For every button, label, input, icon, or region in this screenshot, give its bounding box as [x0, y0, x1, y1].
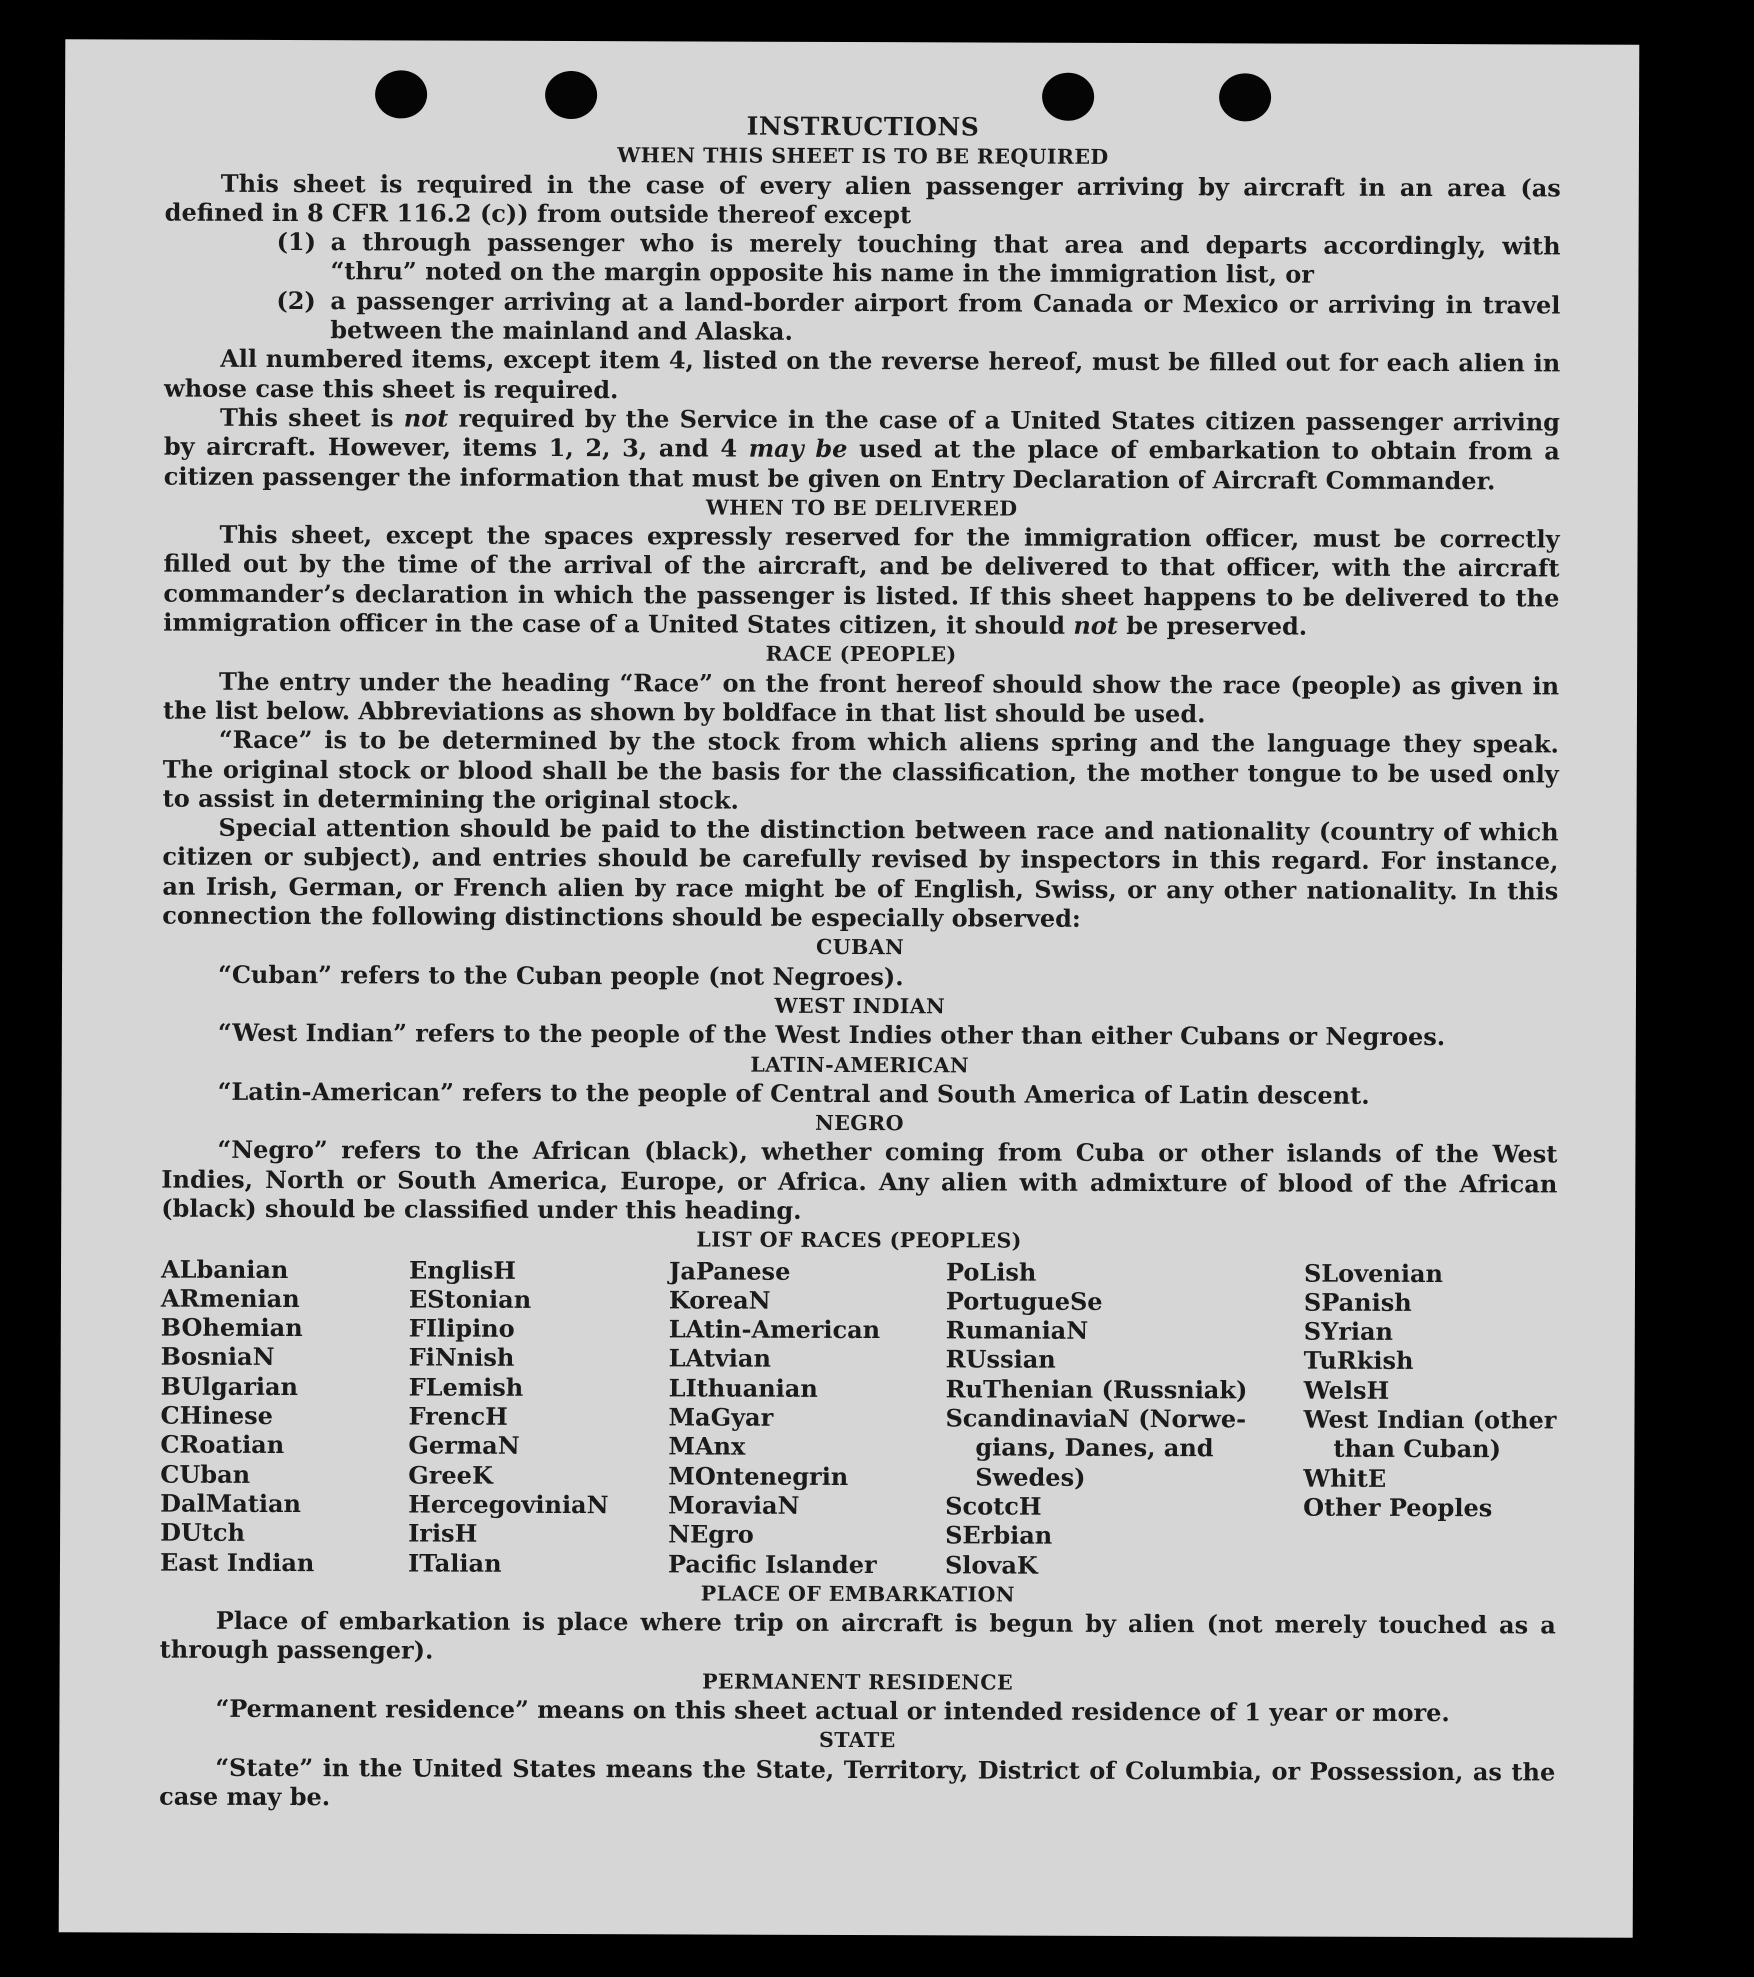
- paragraph: [164, 403, 1560, 496]
- race-item: East Indian: [159, 1547, 315, 1577]
- race-item: WelsH: [1303, 1375, 1390, 1405]
- section-heading: LIST OF RACES (PEOPLES): [696, 1227, 1022, 1253]
- race-item: BUlgarian: [160, 1371, 299, 1401]
- section-heading: CUBAN: [816, 935, 905, 960]
- emphasis: not: [1073, 610, 1118, 640]
- race-item: EStonian: [408, 1284, 532, 1314]
- race-column: [668, 1256, 946, 1579]
- paragraph: “Latin-American” refers to the people of Central and South America of Latin descent.: [217, 1076, 1370, 1110]
- race-item: FIlipino: [408, 1313, 515, 1344]
- paragraph: Special attention should be paid to the distinction between race and nationality (country of which citizen or subject), and entries should be carefully revised by inspectors in this regard. For instance, an Irish, German, or French alien by race might be of English, Swiss, or any other nationality. In this connection the following distinctions should be especially observed:: [162, 812, 1559, 933]
- section-heading: LATIN-AMERICAN: [750, 1052, 970, 1077]
- race-item: West Indian (other: [1303, 1404, 1557, 1435]
- item-number: (2): [276, 285, 316, 315]
- race-column: [408, 1255, 669, 1578]
- race-item: WhitE: [1303, 1463, 1387, 1493]
- race-item: MAnx: [668, 1431, 746, 1462]
- paragraph: This sheet is required in the case of every alien passenger arriving by aircraft in an area (as defined in 8 CFR 116.2 (c)) from outside thereof except: [164, 168, 1561, 230]
- race-item: BOhemian: [160, 1312, 303, 1343]
- race-item: ARmenian: [160, 1283, 300, 1313]
- paragraph: “State” in the United States means the State, Territory, District of Columbia, or Possession, as the case may be.: [159, 1752, 1556, 1812]
- section-heading: PLACE OF EMBARKATION: [700, 1581, 1016, 1607]
- race-item: SYrian: [1303, 1316, 1394, 1347]
- paragraph: “Permanent residence” means on this sheet actual or intended residence of 1 year or more.: [215, 1693, 1450, 1728]
- race-item: BosniaN: [160, 1342, 275, 1372]
- item-text: a through passenger who is merely touching that area and departs accordingly, with “thru” noted on the margin opposite his name in the immigration list, or: [330, 227, 1561, 290]
- race-item: CUban: [160, 1459, 251, 1489]
- emphasis: may be: [748, 433, 848, 464]
- race-item: JaPanese: [668, 1255, 791, 1286]
- section-heading: NEGRO: [815, 1110, 904, 1136]
- race-item: FrencH: [408, 1401, 508, 1431]
- race-column: [1303, 1258, 1557, 1581]
- paragraph: All numbered items, except item 4, listed on the reverse hereof, must be filled out for each alien in whose case this sheet is required.: [164, 344, 1561, 404]
- text-run: used at the place of embarkation to obtain from a citizen passenger the information that must be given on Entry Declaration of Aircraft Commander.: [163, 434, 1560, 495]
- item-text: a passenger arriving at a land-border airport from Canada or Mexico or arriving in travel between the mainland and Alaska.: [330, 285, 1561, 346]
- paragraph: Place of embarkation is place where trip on aircraft is begun by alien (not merely touched as a through passenger).: [159, 1605, 1556, 1665]
- race-item: RuThenian (Russniak): [945, 1374, 1248, 1405]
- paragraph: [163, 520, 1559, 642]
- race-item: MOntenegrin: [668, 1461, 849, 1491]
- race-item: NEgro: [668, 1519, 754, 1549]
- text-run: required by the Service in the case of a United States citizen passenger arriving by aircraft. However, items 1, 2, 3, and 4: [163, 403, 1561, 463]
- race-item: HercegoviniaN: [408, 1489, 609, 1520]
- race-column: [945, 1257, 1304, 1581]
- race-item: MoraviaN: [668, 1490, 800, 1520]
- race-item: SLovenian: [1303, 1258, 1444, 1288]
- race-item: GermaN: [408, 1430, 520, 1461]
- race-item: LAtin-American: [668, 1314, 881, 1345]
- section-heading: PERMANENT RESIDENCE: [702, 1669, 1014, 1695]
- race-item: ScandinaviaN (Norwe-: [945, 1403, 1247, 1434]
- paragraph: “Negro” refers to the African (black), whether coming from Cuba or other islands of the West Indies, North or South America, Europe, or Africa. Any alien with admixture of blood of the African (black) should be classified under this heading.: [161, 1135, 1558, 1225]
- item-number: (1): [276, 227, 317, 257]
- race-list: [160, 1254, 1557, 1581]
- race-item: FiNnish: [408, 1342, 515, 1373]
- section-heading: RACE (PEOPLE): [765, 642, 957, 667]
- race-item: IrisH: [408, 1518, 478, 1548]
- race-item: Swedes): [975, 1462, 1086, 1492]
- race-item: KoreaN: [668, 1285, 771, 1315]
- race-item: ITalian: [407, 1548, 502, 1578]
- race-item: GreeK: [408, 1460, 493, 1490]
- race-item: Other Peoples: [1303, 1492, 1493, 1523]
- race-item: MaGyar: [668, 1402, 774, 1432]
- race-item: CHinese: [160, 1400, 273, 1431]
- race-item: LIthuanian: [668, 1373, 818, 1403]
- text-run: be preserved.: [1117, 610, 1308, 641]
- race-item: DUtch: [160, 1517, 246, 1548]
- emphasis: not: [403, 403, 449, 433]
- section-heading: WHEN TO BE DELIVERED: [705, 495, 1018, 521]
- text-run: This sheet is: [219, 402, 404, 433]
- race-item: SErbian: [945, 1520, 1053, 1550]
- instructions-text: [159, 110, 1561, 1816]
- numbered-item: [276, 286, 1560, 349]
- document-sheet: [59, 39, 1640, 1937]
- race-column: [160, 1254, 409, 1577]
- section-heading: WHEN THIS SHEET IS TO BE REQUIRED: [617, 143, 1109, 170]
- paragraph: “West Indian” refers to the people of the West Indies other than either Cubans or Negroes.: [217, 1018, 1446, 1052]
- race-item: CRoatian: [160, 1429, 285, 1460]
- race-item: gians, Danes, and: [975, 1432, 1214, 1463]
- numbered-item: [276, 227, 1560, 290]
- section-heading: WEST INDIAN: [774, 993, 946, 1019]
- race-item: DalMatian: [160, 1488, 302, 1519]
- paragraph: “Cuban” refers to the Cuban people (not Negroes).: [217, 959, 904, 991]
- race-item: SlovaK: [944, 1549, 1038, 1580]
- section-heading: STATE: [819, 1728, 896, 1753]
- paragraph: The entry under the heading “Race” on the front hereof should show the race (people) as given in the list below. Abbreviations as shown by boldface in that list should be used.: [162, 666, 1560, 729]
- race-item: LAtvian: [668, 1343, 771, 1374]
- race-item: ScotcH: [945, 1491, 1042, 1521]
- race-item: PortugueSe: [945, 1286, 1103, 1316]
- race-item: ALbanian: [160, 1254, 289, 1284]
- race-item: TuRkish: [1303, 1346, 1414, 1376]
- race-item: RUssian: [945, 1344, 1056, 1375]
- paragraph: “Race” is to be determined by the stock from which aliens spring and the language they speak. The original stock or blood shall be the basis for the classification, the mother tongue to be used only to assist in determining the original stock.: [162, 725, 1559, 815]
- race-item: FLemish: [408, 1372, 524, 1402]
- race-item: EnglisH: [408, 1255, 517, 1285]
- text-run: This sheet, except the spaces expressly reserved for the immigration officer, must be correctly filled out by the time of the arrival of the aircraft, and be delivered to that officer, with the aircraft commander’s declaration in which the passenger is listed. If this sheet happens to be delivered to the immigration officer in the case of a United States citizen, it should: [163, 519, 1560, 640]
- page-title: INSTRUCTIONS: [746, 111, 980, 142]
- race-item: than Cuban): [1333, 1434, 1502, 1464]
- race-item: Pacific Islander: [667, 1548, 877, 1579]
- race-item: SPanish: [1303, 1287, 1412, 1317]
- race-item: RumaniaN: [945, 1315, 1089, 1346]
- race-item: PoLish: [945, 1256, 1037, 1287]
